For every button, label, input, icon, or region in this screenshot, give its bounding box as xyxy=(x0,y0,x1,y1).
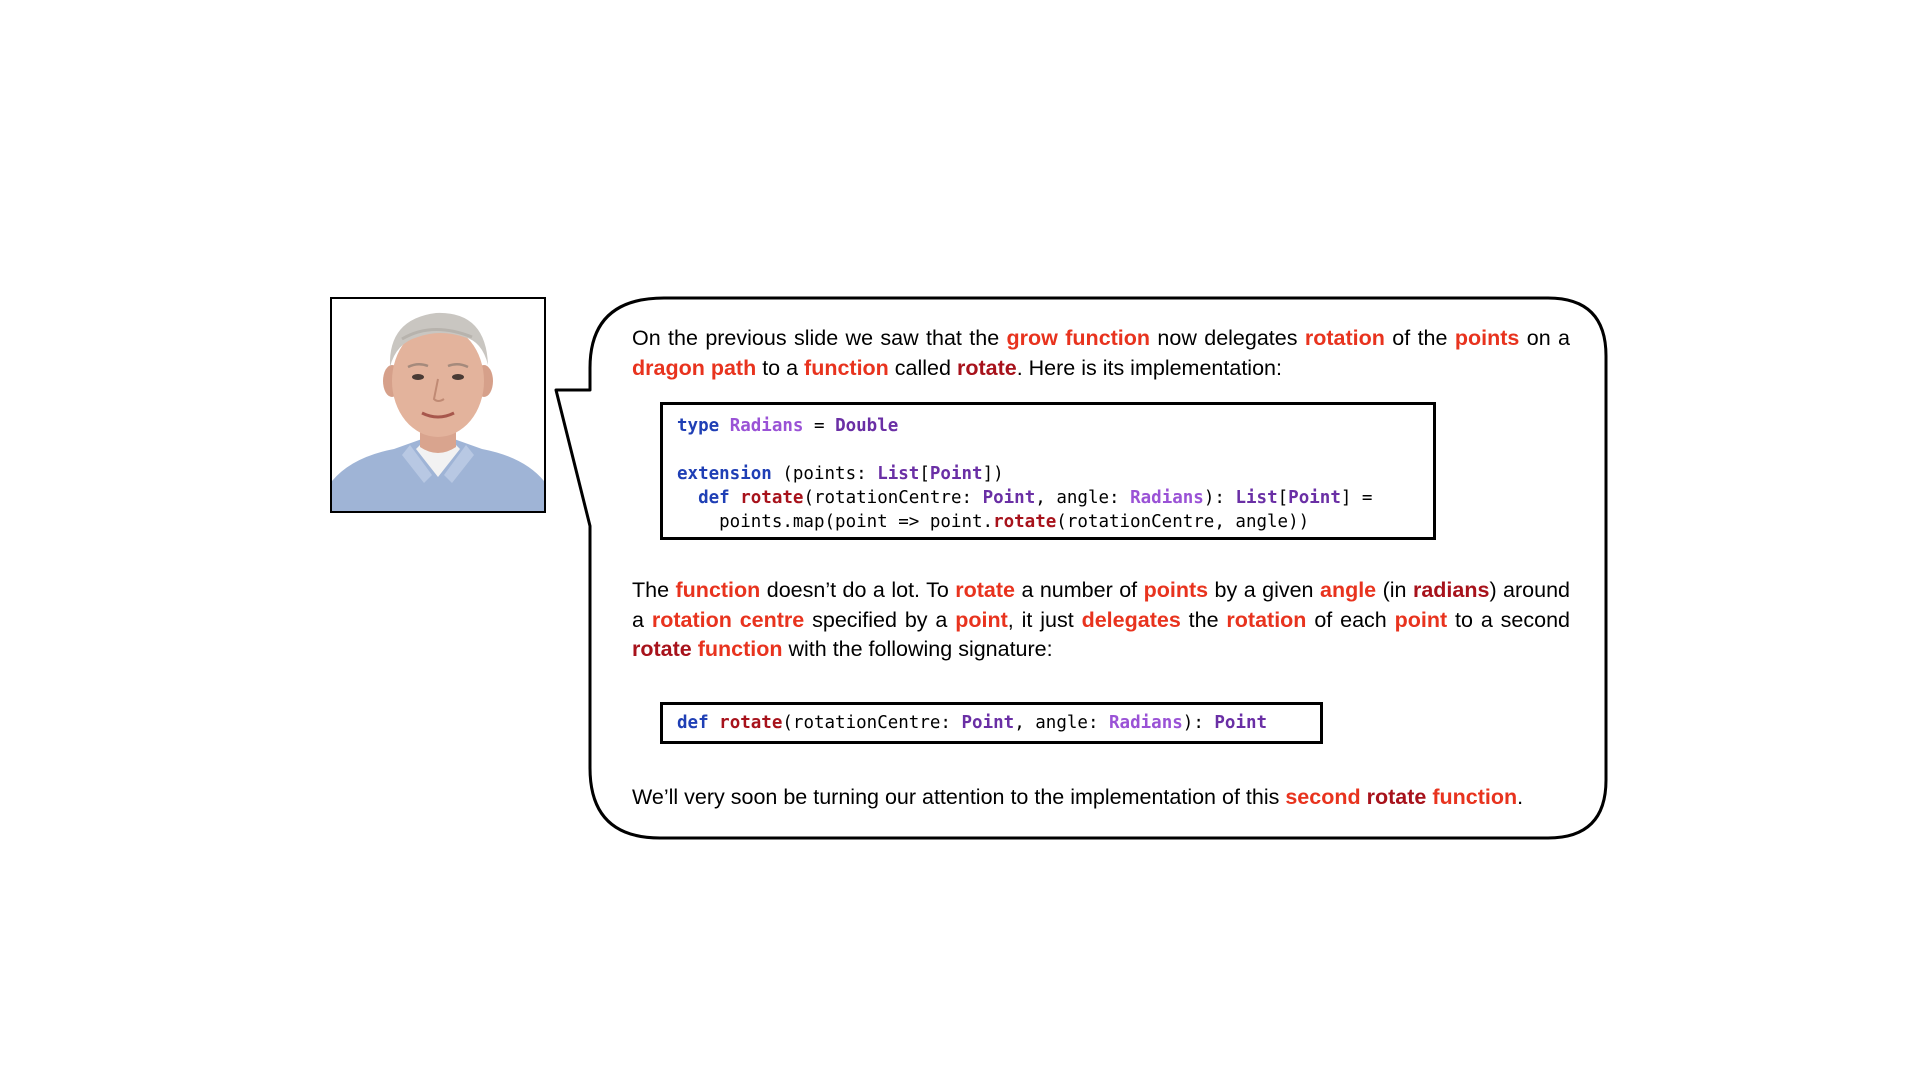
intro-paragraph xyxy=(632,324,1570,383)
code-indent xyxy=(677,488,698,508)
code-text: ] = xyxy=(1340,488,1373,508)
code-keyword: extension xyxy=(677,464,772,484)
code-type: Point xyxy=(982,488,1036,508)
keyword-rotate: rotate xyxy=(955,578,1015,602)
keyword-function: function xyxy=(1432,784,1518,809)
keyword-points: points xyxy=(1454,326,1520,350)
code-text: (rotationCentre: xyxy=(782,712,962,733)
code-text: [ xyxy=(1277,488,1289,508)
code-keyword: type xyxy=(677,416,720,436)
code-type: List xyxy=(1235,488,1278,508)
code-type-alias: Radians xyxy=(1130,488,1204,508)
code-text: , angle: xyxy=(1035,488,1131,508)
keyword-second: second xyxy=(1285,784,1361,809)
keyword-angle: angle xyxy=(1319,578,1377,602)
closing-paragraph xyxy=(632,783,1570,813)
text-run: a number of xyxy=(1014,578,1144,602)
keyword-rotation-centre: rotation centre xyxy=(651,607,805,632)
code-text: (rotationCentre, angle)) xyxy=(1056,512,1310,532)
text-run: by a given xyxy=(1208,578,1320,602)
explanation-paragraph xyxy=(632,576,1570,665)
code-type-alias: Radians xyxy=(729,416,804,436)
code-text: (rotationCentre: xyxy=(803,488,983,508)
code-type: Point xyxy=(929,464,983,484)
keyword-radians: radians xyxy=(1412,578,1490,602)
text-run: . Here is its implementation: xyxy=(1016,355,1282,380)
text-run: , it just xyxy=(1007,607,1082,632)
text-run: of each xyxy=(1306,607,1395,632)
keyword-point: point xyxy=(1394,607,1448,632)
code-keyword: def xyxy=(698,488,730,508)
text-run: with the following signature: xyxy=(782,637,1053,661)
text-run: The xyxy=(632,578,676,602)
code-text: (points: xyxy=(771,464,878,484)
keyword-function: function xyxy=(675,578,761,602)
code-text: , angle: xyxy=(1014,712,1110,733)
code-keyword: def xyxy=(677,712,709,733)
text-run: to a second xyxy=(1447,607,1570,632)
bubble-content xyxy=(632,324,1570,812)
text-run: now delegates xyxy=(1150,326,1305,350)
code-type-alias: Radians xyxy=(1109,712,1183,733)
keyword-dragon-path: dragon path xyxy=(632,355,757,380)
text-run: the xyxy=(1180,607,1227,632)
code-block-signature xyxy=(660,702,1323,744)
code-text: ): xyxy=(1182,712,1215,733)
code-text: ): xyxy=(1203,488,1236,508)
text-run: specified by a xyxy=(804,607,956,632)
code-text: points.map(point => point. xyxy=(677,512,994,532)
text-run: We’ll very soon be turning our attention to the implementation of this xyxy=(632,784,1286,809)
keyword-function: function xyxy=(804,355,889,380)
code-text: [ xyxy=(919,464,930,484)
code-function-name: rotate xyxy=(993,512,1057,532)
code-type: Double xyxy=(835,416,899,436)
text-run: On the previous slide we saw that the xyxy=(632,326,1007,350)
keyword-rotate: rotate xyxy=(632,637,692,661)
keyword-grow-function: grow function xyxy=(1006,326,1151,350)
code-text: = xyxy=(803,416,836,436)
keyword-rotation: rotation xyxy=(1304,326,1385,350)
text-run: (in xyxy=(1376,578,1413,602)
keyword-delegates: delegates xyxy=(1081,607,1181,632)
code-block-implementation xyxy=(660,402,1436,540)
text-run: doesn’t do a lot. To xyxy=(760,578,956,602)
code-type: List xyxy=(877,464,920,484)
text-run: to a xyxy=(756,355,805,380)
text-run: ) around a xyxy=(632,578,1570,632)
keyword-rotate: rotate xyxy=(956,355,1017,380)
keyword-rotation: rotation xyxy=(1226,607,1307,632)
code-type: Point xyxy=(961,712,1015,733)
code-text xyxy=(730,488,741,508)
keyword-rotate: rotate xyxy=(1366,784,1427,809)
code-type: Point xyxy=(1288,488,1341,508)
text-run: on a xyxy=(1519,326,1570,350)
keyword-points: points xyxy=(1143,578,1209,602)
text-run: . xyxy=(1517,784,1524,809)
keyword-function: function xyxy=(697,637,783,661)
code-type: Point xyxy=(1214,712,1268,733)
text-run: called xyxy=(888,355,957,380)
code-function-name: rotate xyxy=(740,488,804,508)
code-text xyxy=(709,713,720,733)
code-text: ]) xyxy=(982,464,1004,484)
keyword-point: point xyxy=(955,607,1008,632)
text-run: of the xyxy=(1384,326,1455,350)
code-function-name: rotate xyxy=(719,712,783,733)
